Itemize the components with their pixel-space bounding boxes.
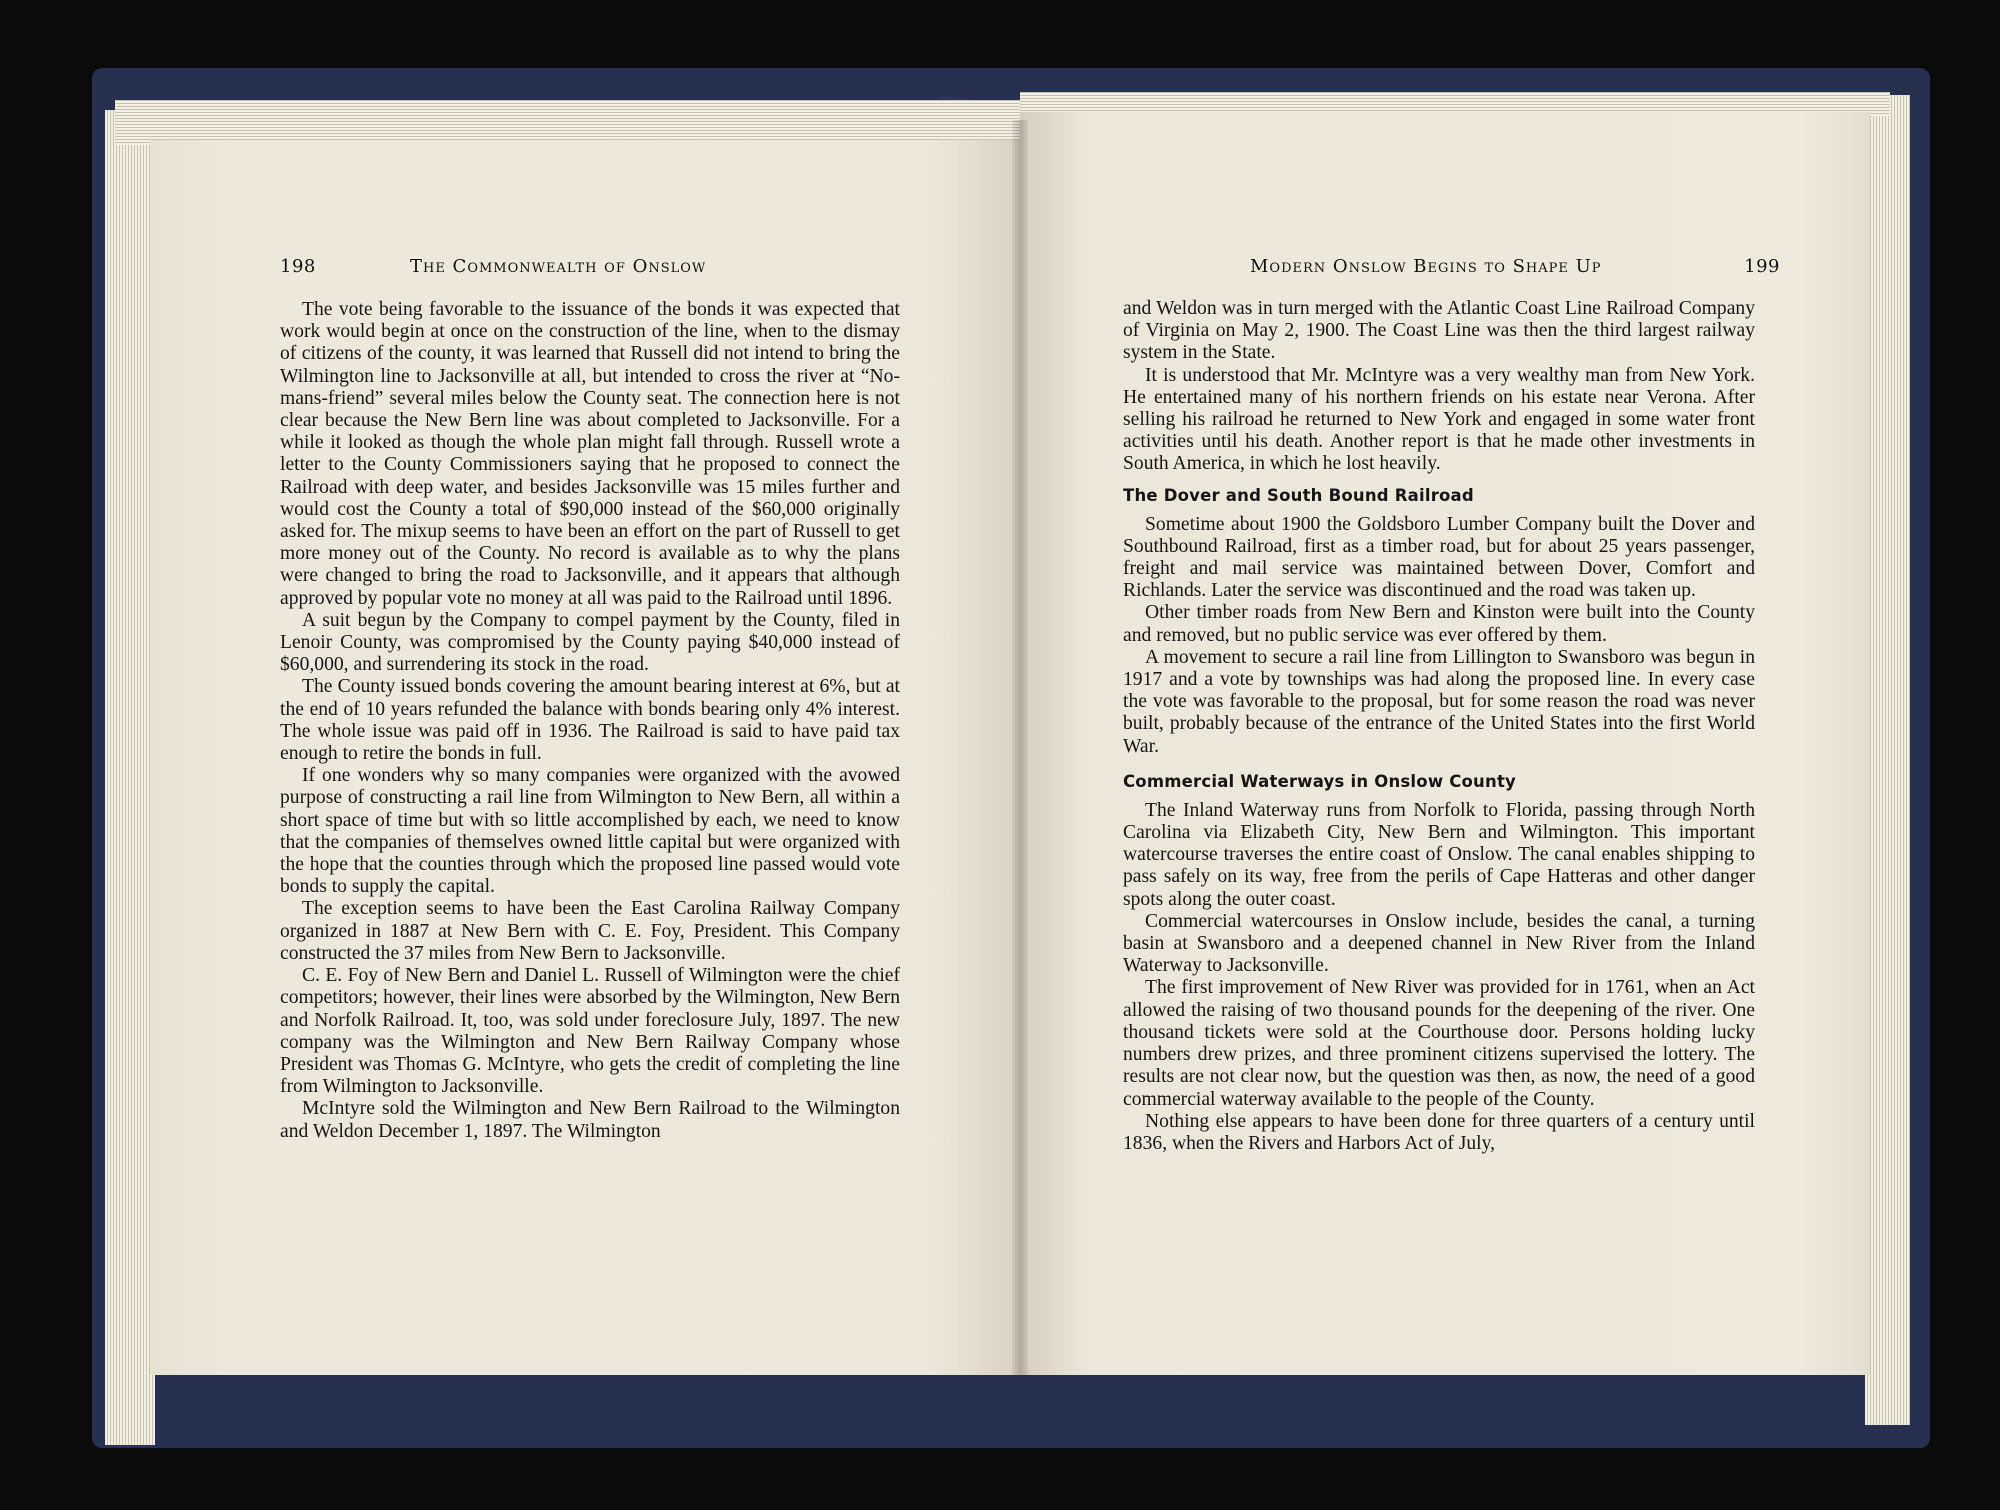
left-running-title: The Commonwealth of Onslow xyxy=(410,256,707,277)
paragraph: The exception seems to have been the East Carolina Railway Company organized in 1887 at New Bern with C. E. Foy, President. This Company constructed the 37 miles from New Bern to Jacksonville. xyxy=(280,898,900,964)
section-heading: Commercial Waterways in Onslow County xyxy=(1123,771,1516,791)
paragraph: A suit begun by the Company to compel payment by the County, filed in Lenoir County, was compromised by the County paying $40,000 instead of $60,000, and surrendering its stock in the road. xyxy=(280,609,900,676)
paragraph: A movement to secure a rail line from Lillington to Swansboro was begun in 1917 and a vote by townships was had along the proposed line. In every case the vote was favorable to the proposal, but for some reason the road was never built, probably because of the entrance of the United States into the first World War. xyxy=(1123,646,1755,757)
paragraph: If one wonders why so many companies were organized with the avowed purpose of constructing a rail line from Wilmington to New Bern, all within a short space of time but with so little accomplished by each, we need to know that the companies of themselves owned little capital but were organized with the hope that the counties through which the proposed line passed would vote bonds to supply the capital. xyxy=(280,765,900,898)
paragraph: McIntyre sold the Wilmington and New Bern Railroad to the Wilmington and Weldon December 1, 1897. The Wilmington xyxy=(280,1098,900,1142)
paragraph: and Weldon was in turn merged with the Atlantic Coast Line Railroad Company of Virginia on May 2, 1900. The Coast Line was then the third largest railway system in the State. xyxy=(1123,298,1755,364)
paragraph: The vote being favorable to the issuance of the bonds it was expected that work would begin at once on the construction of the line, when to the dismay of citizens of the county, it was learned that Russell did not intend to bring the Wilmington line to Jacksonville at all, but intended to cross the river at “No-mans-friend” several miles below the County seat. The connection here is not clear because the New Bern line was about completed to Jacksonville. For a while it looked as though the whole plan might fall through. Russell wrote a letter to the County Commissioners saying that he proposed to connect the Railroad with deep water, and besides Jacksonville was 15 miles further and would cost the County a total of $90,000 instead of the $60,000 originally asked for. The mixup seems to have been an effort on the part of Russell to get more money out of the County. No record is available as to why the plans were changed to bring the road to Jacksonville, and it appears that although approved by popular vote no money at all was paid to the Railroad until 1896. xyxy=(280,299,900,609)
left-page xyxy=(150,140,1020,1375)
right-page-edges xyxy=(1865,95,1910,1425)
right-page xyxy=(1020,112,1870,1375)
left-page-body xyxy=(280,299,900,1143)
section-heading: The Dover and South Bound Railroad xyxy=(1123,485,1474,505)
left-page-header xyxy=(280,256,890,280)
paragraph: The Inland Waterway runs from Norfolk to Florida, passing through North Carolina via Elizabeth City, New Bern and Wilmington. This important watercourse traverses the entire coast of Onslow. The canal enables shipping to pass safely on its way, free from the perils of Cape Hatteras and other danger spots along the outer coast. xyxy=(1123,799,1755,910)
right-page-header xyxy=(1250,256,1780,280)
paragraph: The first improvement of New River was provided for in 1761, when an Act allowed the raising of two thousand pounds for the deepening of the river. One thousand tickets were sold at the Courthouse door. Persons holding lucky numbers drew prizes, and three prominent citizens supervised the lottery. The results are not clear now, but the question was then, as now, the need of a good commercial waterway available to the people of the County. xyxy=(1123,977,1755,1110)
book-gutter xyxy=(1012,120,1028,1375)
left-page-number: 198 xyxy=(280,256,316,277)
right-page-number: 199 xyxy=(1744,256,1780,277)
paragraph: It is understood that Mr. McIntyre was a very wealthy man from New York. He entertained many of his northern friends on his estate near Verona. After selling his railroad he returned to New York and engaged in some water front activities until his death. Another report is that he made other investments in South America, in which he lost heavily. xyxy=(1123,364,1755,475)
paragraph: Sometime about 1900 the Goldsboro Lumber Company built the Dover and Southbound Railroad, first as a timber road, but for about 25 years passenger, freight and mail service was maintained between Dover, Comfort and Richlands. Later the service was discontinued and the road was taken up. xyxy=(1123,513,1755,602)
paragraph: The County issued bonds covering the amount bearing interest at 6%, but at the end of 10 years refunded the balance with bonds bearing only 4% interest. The whole issue was paid off in 1936. The Railroad is said to have paid tax enough to retire the bonds in full. xyxy=(280,676,900,765)
paragraph: C. E. Foy of New Bern and Daniel L. Russell of Wilmington were the chief competitors; however, their lines were absorbed by the Wilmington, New Bern and Norfolk Railroad. It, too, was sold under foreclosure July, 1897. The new company was the Wilmington and New Bern Railway Company whose President was Thomas G. McIntyre, who gets the credit of completing the line from Wilmington to Jacksonville. xyxy=(280,965,900,1098)
left-page-edges xyxy=(105,110,155,1445)
right-running-title: Modern Onslow Begins to Shape Up xyxy=(1250,256,1602,277)
paragraph: Other timber roads from New Bern and Kinston were built into the County and removed, but no public service was ever offered by them. xyxy=(1123,602,1755,646)
left-top-edges xyxy=(115,100,1025,145)
right-page-body xyxy=(1123,298,1755,1155)
paragraph: Nothing else appears to have been done for three quarters of a century until 1836, when the Rivers and Harbors Act of July, xyxy=(1123,1110,1755,1154)
paragraph: Commercial watercourses in Onslow include, besides the canal, a turning basin at Swansboro and a deepened channel in New River from the Inland Waterway to Jacksonville. xyxy=(1123,910,1755,977)
